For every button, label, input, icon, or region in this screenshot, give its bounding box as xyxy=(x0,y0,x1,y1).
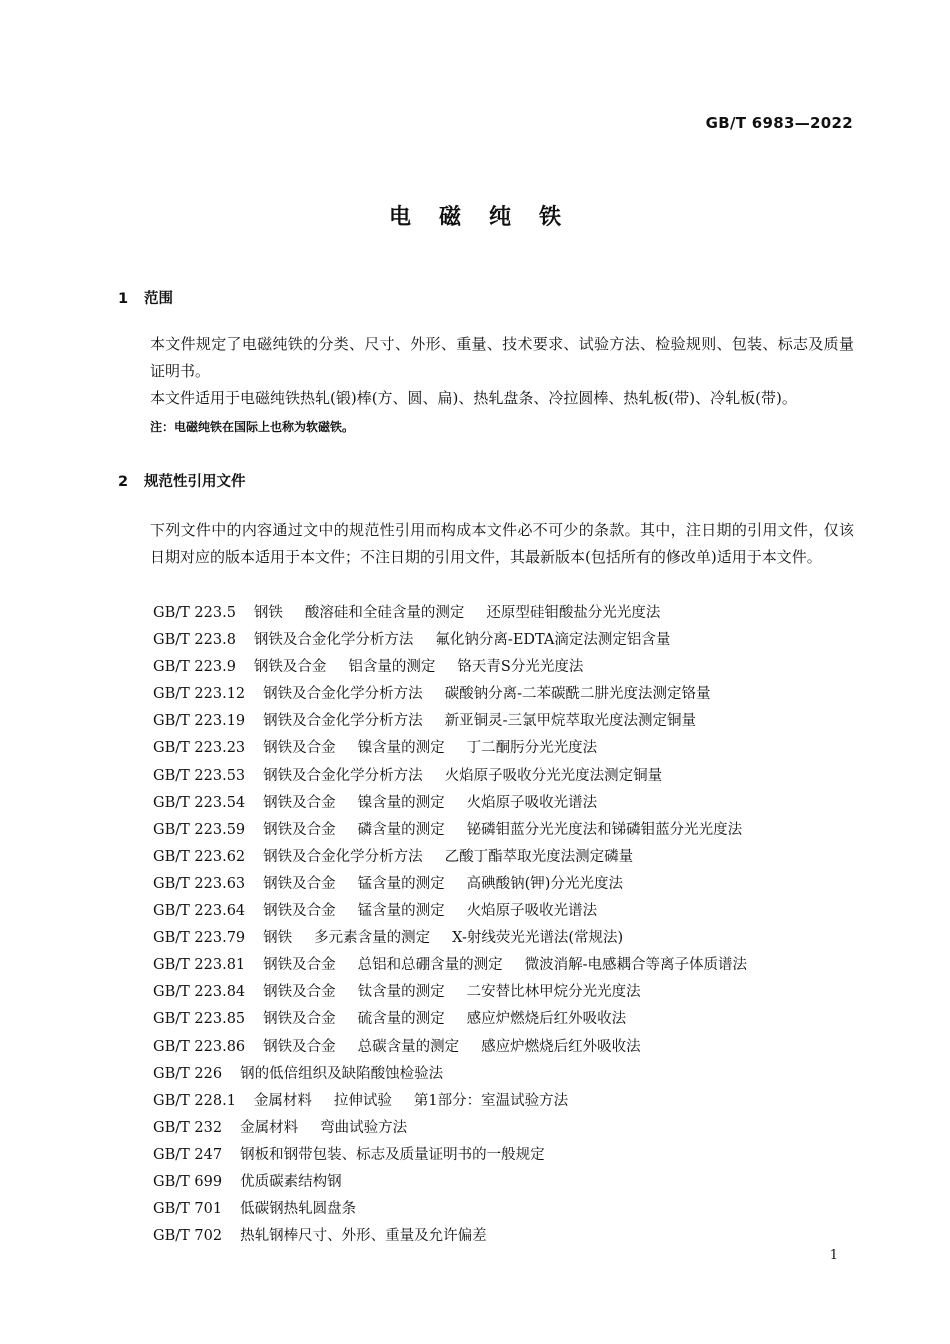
reference-title-part: 钢铁及合金 xyxy=(253,659,327,676)
scope-note: 注：电磁纯铁在国际上也称为软磁铁。 xyxy=(150,420,355,434)
reference-title-part: 钢铁及合金化学分析方法 xyxy=(263,686,423,703)
reference-title-part: 硫含量的测定 xyxy=(357,1011,445,1028)
reference-code: GB/T 223.59 xyxy=(153,821,246,838)
reference-title-part: 锰含量的测定 xyxy=(357,903,445,920)
reference-title-part: 碳酸钠分离-二苯碳酰二肼光度法测定铬量 xyxy=(444,686,711,703)
reference-code: GB/T 223.19 xyxy=(153,713,246,730)
paragraph-text: 本文件规定了电磁纯铁的分类、尺寸、外形、重量、技术要求、试验方法、检验规则、包装、标志及质量证明书。 xyxy=(150,335,854,380)
reference-code: GB/T 223.12 xyxy=(153,686,246,703)
reference-title-part: 钢铁及合金化学分析方法 xyxy=(263,848,423,865)
reference-title-part: 感应炉燃烧后红外吸收法 xyxy=(466,1011,627,1028)
reference-item xyxy=(153,735,747,762)
reference-item xyxy=(153,1061,747,1088)
section-number: 2 xyxy=(118,474,129,490)
reference-title-part: 锰含量的测定 xyxy=(357,875,445,892)
reference-title-part: 钢铁及合金 xyxy=(263,875,336,892)
reference-title-part: 氟化钠分离-EDTA滴定法测定铝含量 xyxy=(435,632,671,649)
reference-title-part: 优质碳素结构钢 xyxy=(240,1173,342,1190)
reference-title-part: 钢铁及合金化学分析方法 xyxy=(263,767,423,784)
section-title: 范围 xyxy=(144,291,173,307)
reference-code: GB/T 223.54 xyxy=(153,794,246,811)
reference-title-part: 钢铁及合金 xyxy=(263,1011,336,1028)
reference-title-part: 钢铁及合金化学分析方法 xyxy=(253,632,414,649)
reference-code: GB/T 223.64 xyxy=(153,903,246,920)
reference-code: GB/T 223.84 xyxy=(153,984,246,1001)
reference-code: GB/T 702 xyxy=(153,1228,223,1245)
reference-code: GB/T 223.5 xyxy=(153,605,236,621)
reference-title-part: 钢板和钢带包装、标志及质量证明书的一般规定 xyxy=(240,1146,545,1163)
reference-code: GB/T 223.86 xyxy=(153,1038,246,1055)
reference-title-part: 钢铁及合金 xyxy=(263,903,336,920)
reference-title-part: 钢铁及合金化学分析方法 xyxy=(263,713,423,730)
reference-title-part: 酸溶硅和全硅含量的测定 xyxy=(304,605,465,621)
reference-title-part: 镍含量的测定 xyxy=(357,740,445,757)
reference-title-part: 铋磷钼蓝分光光度法和锑磷钼蓝分光光度法 xyxy=(466,821,743,838)
reference-title-part: 钛含量的测定 xyxy=(357,984,445,1001)
reference-code: GB/T 232 xyxy=(153,1119,223,1136)
reference-title-part: 钢的低倍组织及缺陷酸蚀检验法 xyxy=(240,1065,444,1082)
reference-title-part: 火焰原子吸收光谱法 xyxy=(466,903,598,920)
page-number: 1 xyxy=(829,1248,838,1263)
scope-paragraph-1 xyxy=(118,331,854,385)
reference-item xyxy=(153,979,747,1006)
reference-item xyxy=(153,925,747,952)
reference-title-part: 丁二酮肟分光光度法 xyxy=(466,740,598,757)
reference-title-part: 第1部分：室温试验方法 xyxy=(413,1092,569,1109)
reference-code: GB/T 247 xyxy=(153,1146,223,1163)
reference-code: GB/T 223.85 xyxy=(153,1011,246,1028)
reference-title-part: 还原型硅钼酸盐分光光度法 xyxy=(486,605,661,621)
reference-title-part: 镍含量的测定 xyxy=(357,794,445,811)
reference-list xyxy=(153,600,747,1250)
reference-title-part: 高碘酸钠(钾)分光光度法 xyxy=(466,875,623,892)
reference-title-part: 钢铁及合金 xyxy=(263,957,336,974)
reference-title-part: 钢铁 xyxy=(263,930,293,947)
reference-title-part: 弯曲试验方法 xyxy=(320,1119,408,1136)
section-title: 规范性引用文件 xyxy=(144,474,246,490)
reference-title-part: X-射线荧光光谱法(常规法) xyxy=(452,930,624,947)
section-2-heading xyxy=(118,470,246,491)
section-1-heading xyxy=(118,287,173,308)
reference-code: GB/T 223.79 xyxy=(153,930,246,947)
reference-item xyxy=(153,1088,747,1115)
reference-item xyxy=(153,1006,747,1033)
reference-item xyxy=(153,871,747,898)
reference-item xyxy=(153,600,747,627)
reference-code: GB/T 223.62 xyxy=(153,848,246,865)
reference-title-part: 火焰原子吸收光谱法 xyxy=(466,794,598,811)
reference-title-part: 乙酸丁酯萃取光度法测定磷量 xyxy=(444,848,634,865)
reference-code: GB/T 223.63 xyxy=(153,875,246,892)
reference-item xyxy=(153,790,747,817)
reference-item xyxy=(153,817,747,844)
reference-title-part: 钢铁 xyxy=(253,605,283,621)
reference-title-part: 总碳含量的测定 xyxy=(357,1038,460,1055)
reference-code: GB/T 701 xyxy=(153,1201,223,1218)
reference-item xyxy=(153,952,747,979)
reference-item xyxy=(153,1223,747,1250)
reference-item xyxy=(153,898,747,925)
reference-title-part: 感应炉燃烧后红外吸收法 xyxy=(481,1038,641,1055)
reference-title-part: 微波消解-电感耦合等离子体质谱法 xyxy=(524,957,748,974)
reference-title-part: 新亚铜灵-三氯甲烷萃取光度法测定铜量 xyxy=(444,713,697,730)
reference-title-part: 二安替比林甲烷分光光度法 xyxy=(466,984,641,1001)
reference-code: GB/T 223.8 xyxy=(153,632,236,649)
reference-title-part: 多元素含量的测定 xyxy=(314,930,431,947)
reference-item xyxy=(153,763,747,790)
reference-code: GB/T 223.53 xyxy=(153,767,246,784)
reference-item xyxy=(153,627,747,654)
reference-code: GB/T 699 xyxy=(153,1173,223,1190)
paragraph-text: 下列文件中的内容通过文中的规范性引用而构成本文件必不可少的条款。其中，注日期的引用文件，仅该日期对应的版本适用于本文件；不注日期的引用文件，其最新版本(包括所有的修改单)适用于本文件。 xyxy=(150,521,854,566)
reference-title-part: 铬天青S分光光度法 xyxy=(457,659,584,676)
standard-code: GB/T 6983—2022 xyxy=(705,114,853,132)
reference-title-part: 铝含量的测定 xyxy=(348,659,436,676)
reference-item xyxy=(153,1115,747,1142)
reference-title-part: 钢铁及合金 xyxy=(263,821,336,838)
reference-item xyxy=(153,1196,747,1223)
reference-item xyxy=(153,844,747,871)
reference-title-part: 钢铁及合金 xyxy=(263,1038,336,1055)
reference-item xyxy=(153,681,747,708)
reference-title-part: 热轧钢棒尺寸、外形、重量及允许偏差 xyxy=(240,1228,487,1245)
reference-title-part: 钢铁及合金 xyxy=(263,984,336,1001)
reference-title-part: 钢铁及合金 xyxy=(263,740,336,757)
reference-title-part: 火焰原子吸收分光光度法测定铜量 xyxy=(444,767,663,784)
reference-code: GB/T 228.1 xyxy=(153,1092,236,1109)
reference-title-part: 低碳钢热轧圆盘条 xyxy=(240,1201,357,1218)
scope-paragraph-2 xyxy=(118,385,854,412)
reference-code: GB/T 226 xyxy=(153,1065,223,1082)
reference-item xyxy=(153,1034,747,1061)
reference-code: GB/T 223.9 xyxy=(153,659,236,676)
reference-item xyxy=(153,708,747,735)
references-intro xyxy=(118,517,854,571)
reference-title-part: 拉伸试验 xyxy=(333,1092,392,1109)
reference-code: GB/T 223.23 xyxy=(153,740,246,757)
section-number: 1 xyxy=(118,291,129,307)
reference-item xyxy=(153,1169,747,1196)
reference-title-part: 磷含量的测定 xyxy=(357,821,445,838)
reference-title-part: 金属材料 xyxy=(240,1119,299,1136)
reference-code: GB/T 223.81 xyxy=(153,957,246,974)
reference-title-part: 钢铁及合金 xyxy=(263,794,336,811)
reference-item xyxy=(153,654,747,681)
paragraph-text: 本文件适用于电磁纯铁热轧(锻)棒(方、圆、扁)、热轧盘条、冷拉圆棒、热轧板(带)、冷轧板(带)。 xyxy=(150,389,797,407)
reference-title-part: 总铝和总硼含量的测定 xyxy=(357,957,503,974)
document-title: 电磁纯铁 xyxy=(388,205,589,230)
reference-item xyxy=(153,1142,747,1169)
reference-title-part: 金属材料 xyxy=(253,1092,312,1109)
